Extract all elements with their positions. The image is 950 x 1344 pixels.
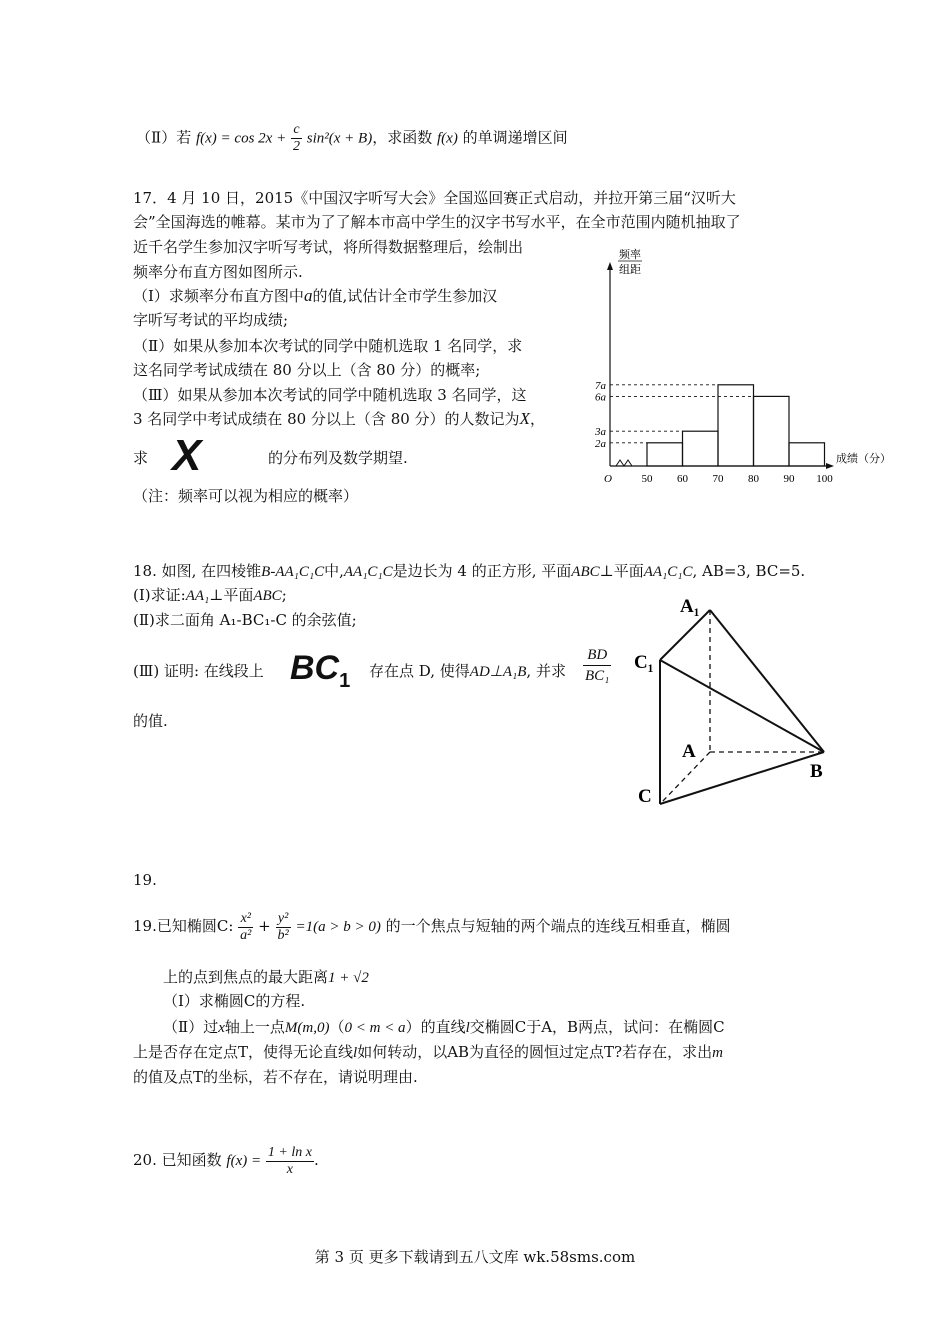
q19-frac2-den: b²: [277, 927, 289, 943]
q18-ratio-den: BC₁: [585, 668, 610, 684]
q18-line4-a: (Ⅲ) 证明: 在线段上: [133, 662, 264, 680]
q17-line10-a: 3 名同学中考试成绩在 80 分以上（含 80 分）的人数记为: [133, 410, 520, 428]
q17-line1: 17．4 月 10 日，2015《中国汉字听写大会》全国巡回赛正式启动，并拉开第三届“汉听大: [133, 189, 736, 207]
q18-math1: B-AA₁C₁C: [261, 564, 325, 580]
q17-line10: [133, 408, 545, 430]
q17-line2: 会”全国海选的帷幕。某市为了了解本市高中学生的汉字书写水平，在全市范围内随机抽取了: [133, 213, 741, 231]
histogram-bar: [683, 431, 719, 466]
q17-line5: [133, 285, 497, 307]
q18-line2-b: ⊥平面: [209, 586, 254, 604]
y-tick-label: 3a: [595, 426, 606, 439]
q19-line1-b: 的一个焦点与短轴的两个端点的连线互相垂直，椭圆: [385, 917, 731, 935]
q16-fraction: [291, 122, 302, 155]
q16-frac-num: c: [291, 122, 302, 139]
edge-a1-c1: [660, 610, 710, 660]
q19-line4-b: 轴上一点: [224, 1018, 285, 1036]
q17-line8: 这名同学考试成绩在 80 分以上（含 80 分）的概率;: [133, 361, 481, 379]
q18-line2-c: ;: [281, 586, 287, 604]
q19-line5-a: 上是否存在定点T，使得无论直线: [133, 1043, 354, 1061]
q18-line4-c: , 并求: [526, 662, 566, 680]
q18-line4-math: AD⊥A₁B: [469, 664, 527, 680]
q18-line1-c: 是边长为 4 的正方形, 平面: [392, 562, 572, 580]
q18-bc1: [290, 648, 350, 701]
histogram-bar: [754, 396, 790, 466]
y-tick-label: 6a: [595, 391, 606, 404]
q18-bc-big: BC: [290, 649, 340, 687]
q19-line2-math: 1 + √2: [328, 970, 369, 986]
q17-var-x-large: X: [172, 431, 202, 480]
origin-label: O: [604, 473, 612, 484]
q18-line4-rest: [369, 660, 566, 683]
q17-var-a: a: [303, 286, 313, 305]
y-label-bottom: 组距: [619, 264, 641, 276]
q18-line2: [133, 584, 287, 607]
q16-part2: [136, 122, 568, 155]
label-c1: C₁: [634, 652, 654, 673]
q18-line3: (Ⅱ)求二面角 A₁-BC₁-C 的余弦值;: [133, 611, 357, 629]
q16-end: 的单调递增区间: [462, 128, 568, 147]
q20-frac: [266, 1145, 314, 1178]
q19-line5-b: 如何转动，以AB为直径的圆恒过定点T?若存在，求出: [357, 1043, 713, 1061]
q19-frac-x: [238, 911, 253, 944]
q18-line5: 的值.: [133, 712, 168, 730]
q17-line11-b: 的分布列及数学期望.: [268, 449, 408, 467]
q19-number: 19.: [133, 871, 157, 889]
q18-line4-b: 存在点 D, 使得: [369, 662, 470, 680]
q19-line1-a: 19.已知椭圆C:: [133, 917, 234, 935]
q17-line4: 频率分布直方图如图所示.: [133, 263, 303, 281]
q19-frac1-num: x²: [238, 911, 253, 928]
q18-line2-a: (Ⅰ)求证:: [133, 586, 186, 604]
q17-note: （注：频率可以视为相应的概率）: [133, 487, 359, 505]
x-tick-label: 100: [816, 473, 833, 484]
q19-frac1-den: a²: [240, 927, 252, 943]
q20-frac-num: 1 + ln x: [267, 1144, 312, 1160]
q19-line2-a: 上的点到焦点的最大距离: [163, 968, 329, 986]
q19-line4-e: 交椭圆C于A，B两点，试问：在椭圆C: [469, 1018, 725, 1036]
q19-line4: [163, 1016, 725, 1039]
label-c: C: [638, 786, 652, 807]
q18-line1: [133, 560, 805, 583]
q18-ratio-num: BD: [583, 645, 611, 666]
x-axis-label: 成绩（分）: [836, 453, 891, 465]
q17-line10-b: ，: [529, 410, 545, 428]
q19-condition: =1(a > b > 0): [295, 919, 381, 935]
y-axis-arrow: [607, 262, 613, 270]
q20: [133, 1140, 319, 1181]
q19-line6: 的值及点T的坐标，若不存在，请说明理由.: [133, 1068, 418, 1086]
q19-line4-l: l: [465, 1020, 470, 1036]
label-a: A: [682, 741, 696, 762]
q20-prefix: 20. 已知函数: [133, 1151, 222, 1169]
q19-line4-math: M(m,0): [284, 1020, 330, 1036]
q16-suffix: ，求函数: [372, 128, 433, 147]
q19-plus: +: [258, 917, 271, 935]
y-tick-label: 2a: [595, 437, 606, 450]
q17-line5-a: （Ⅰ）求频率分布直方图中: [133, 287, 304, 305]
edge-a1-b: [710, 610, 824, 752]
q16-formula-rhs: sin²(x + B): [306, 130, 373, 147]
label-b: B: [810, 761, 823, 782]
q17-line11-a: 求: [133, 449, 149, 467]
q19-line5-l: l: [353, 1045, 358, 1061]
x-tick-label: 50: [641, 473, 653, 484]
q20-end: .: [313, 1151, 319, 1169]
q17-var-x-small: X: [519, 409, 530, 428]
q18-math2: AA₁C₁C: [343, 564, 393, 580]
q19-line4-c: （: [329, 1018, 345, 1036]
histogram-bar: [789, 443, 825, 466]
q18-math4: AA₁C₁C: [643, 564, 693, 580]
q18-ratio-frac: [583, 645, 611, 686]
q17-line3: 近千名学生参加汉字听写考试，将所得数据整理后，绘制出: [133, 238, 524, 256]
q16-fx: f(x): [437, 130, 458, 147]
q17-line5-b: 的值,试估计全市学生参加汉: [312, 287, 498, 305]
q18-line1-d: ⊥平面: [599, 562, 644, 580]
q19-line4-d: ）的直线: [405, 1018, 466, 1036]
page-footer: 第 3 页 更多下载请到五八文库 wk.58sms.com: [314, 1248, 636, 1266]
pyramid-figure: [630, 590, 870, 810]
q16-formula-lhs: f(x) = cos 2x +: [195, 130, 287, 147]
q17-line9: （Ⅲ）如果从参加本次考试的同学中随机选取 3 名同学，这: [133, 386, 527, 404]
x-tick-label: 80: [748, 473, 759, 484]
q19-frac-y: [276, 911, 291, 944]
q19-line1: [133, 906, 731, 947]
q19-line4-a: （Ⅱ）过: [163, 1018, 219, 1036]
q18-line2-math: AA₁: [185, 588, 210, 604]
x-axis-arrow: [826, 463, 834, 469]
q18-line1-b: 中,: [324, 562, 344, 580]
q19-line5-m: m: [712, 1045, 723, 1061]
edge-c1-b: [660, 660, 824, 752]
x-tick-label: 60: [677, 473, 688, 484]
q19-line4-cond: 0 < m < a: [344, 1020, 406, 1036]
q18-bc-sub: 1: [339, 669, 351, 692]
y-tick-label: 7a: [595, 379, 606, 392]
histogram-bar: [718, 385, 754, 466]
q19-line4-var: x: [218, 1020, 225, 1036]
q17-line11: [133, 447, 148, 469]
x-tick-label: 70: [712, 473, 724, 484]
q19-line2: [163, 966, 369, 989]
q18-ratio: [583, 645, 611, 686]
q20-frac-den: x: [286, 1161, 294, 1177]
axis-break-mark: [616, 460, 632, 466]
q17-line7: （Ⅱ）如果从参加本次考试的同学中随机选取 1 名同学，求: [133, 337, 523, 355]
histogram-bar: [647, 443, 683, 466]
q18-line1-e: , AB=3, BC=5.: [692, 562, 806, 580]
q17-line6: 字听写考试的平均成绩;: [133, 311, 289, 329]
q19-frac2-num: y²: [276, 911, 291, 928]
q19-line5: [133, 1041, 723, 1064]
q18-line1-a: 18. 如图, 在四棱锥: [133, 562, 262, 580]
q20-fx: f(x) =: [226, 1153, 262, 1169]
q18-line2-math2: ABC: [253, 588, 282, 604]
q16-frac-den: 2: [292, 139, 300, 154]
q16-part2-prefix: （Ⅱ）若: [136, 128, 192, 147]
q18-math3: ABC: [571, 564, 600, 580]
y-label-top: 频率: [619, 249, 641, 261]
q19-line3: （Ⅰ）求椭圆C的方程.: [163, 992, 306, 1010]
x-tick-label: 90: [783, 473, 795, 484]
frequency-histogram: [590, 244, 910, 484]
label-a1: A₁: [680, 596, 700, 617]
